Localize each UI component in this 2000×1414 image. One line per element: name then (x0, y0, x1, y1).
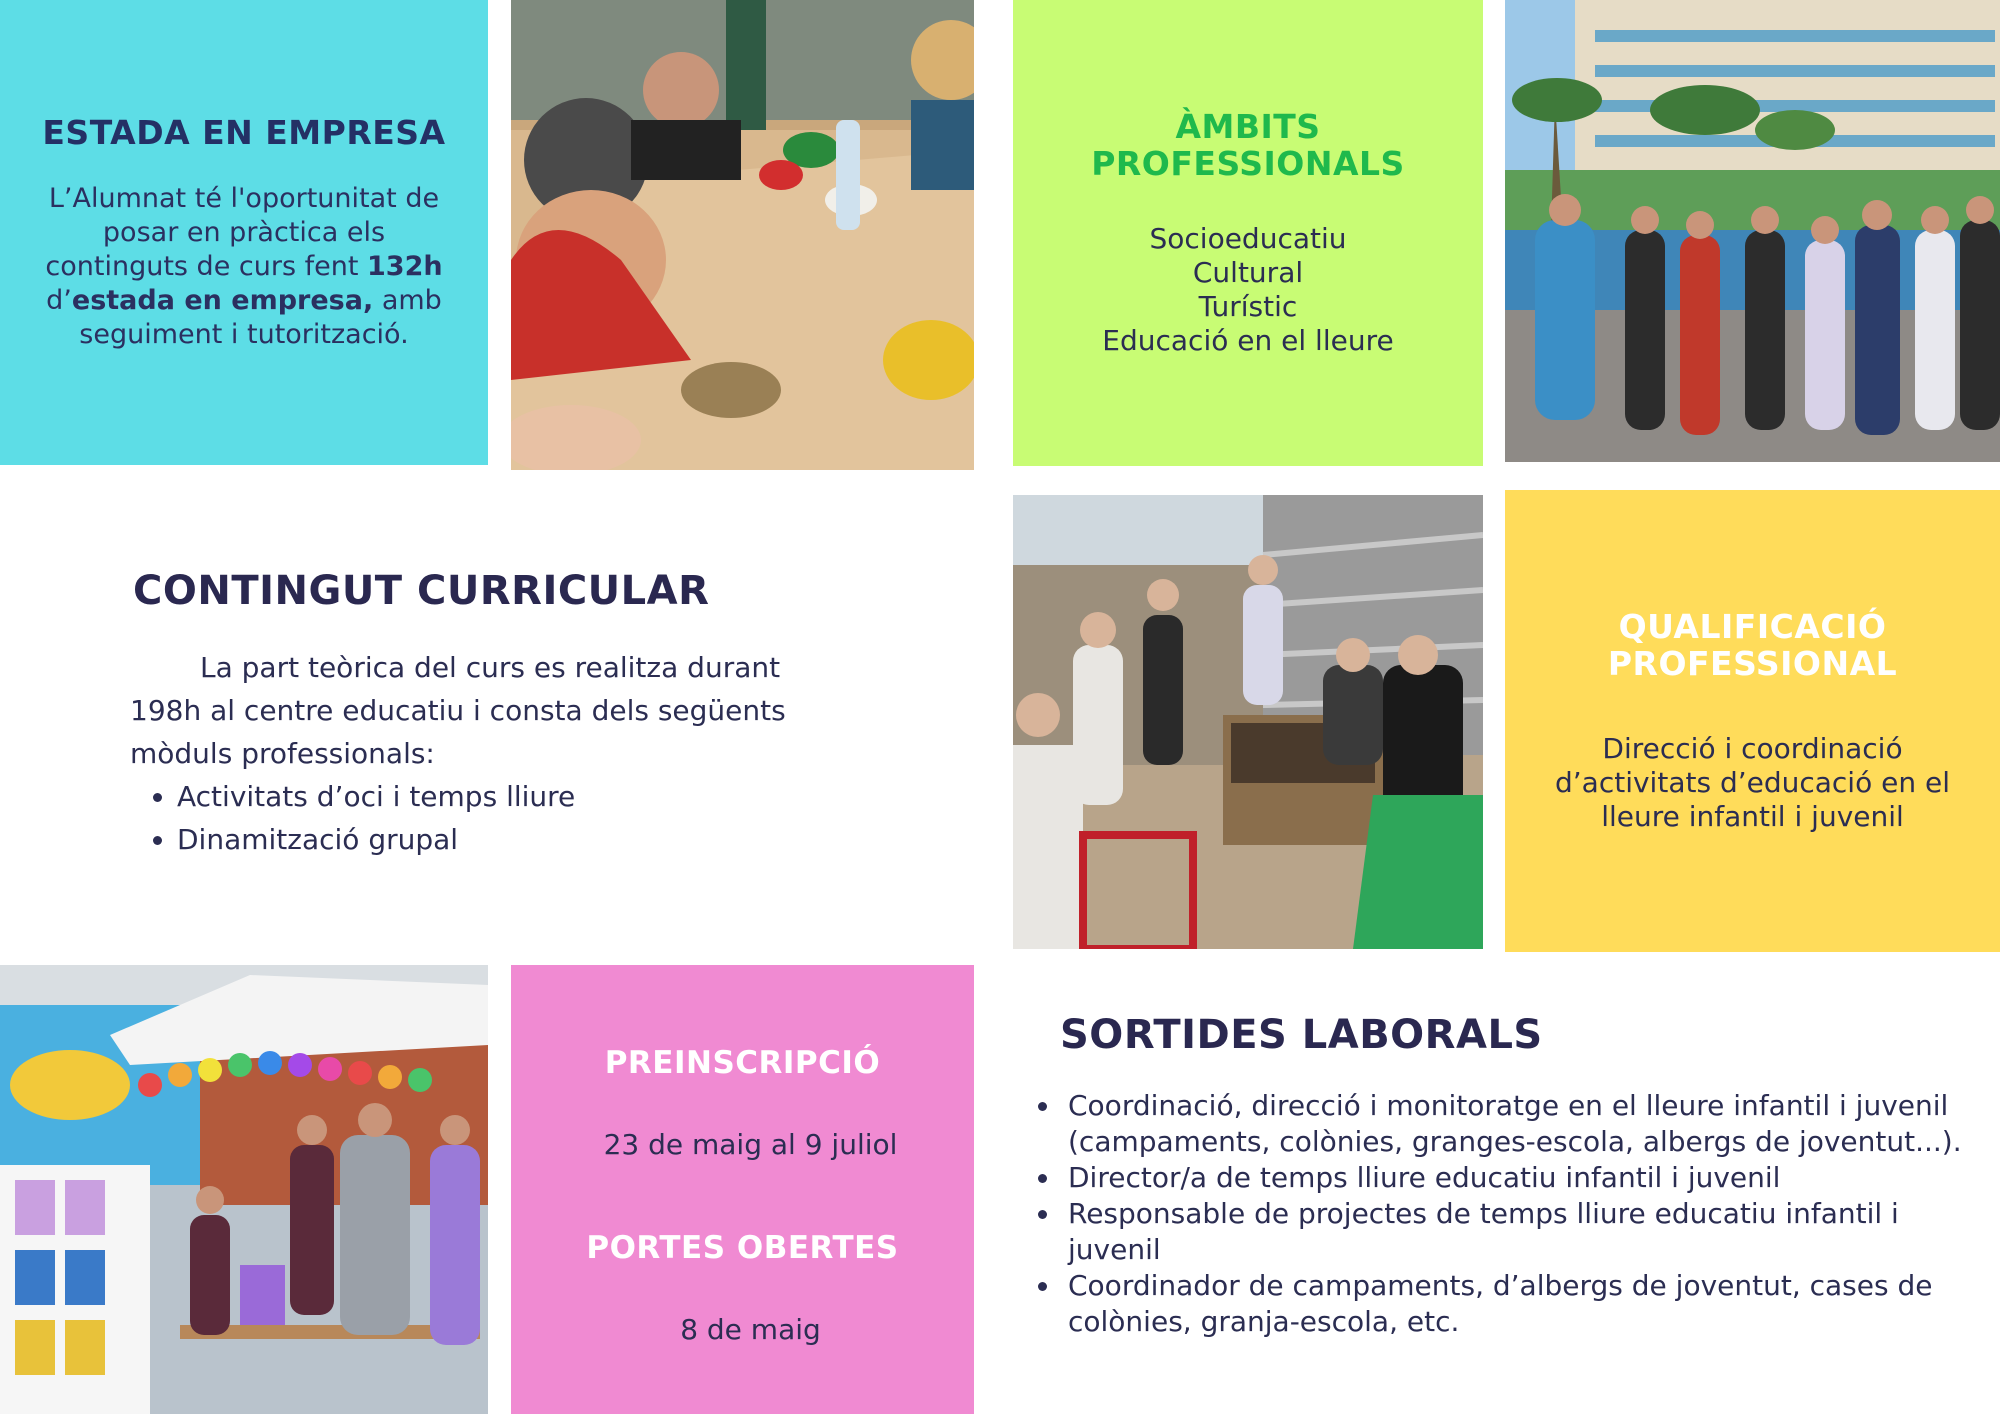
sortida-item: • Director/a de temps lliure educatiu infantil i juvenil (1062, 1160, 1990, 1196)
estada-line: d’estada en empresa, amb (46, 285, 442, 316)
ambit-item: Socioeducatiu (1149, 222, 1347, 255)
sortida-item: • Responsable de projectes de temps lliure educatiu infantil i juvenil (1062, 1196, 1990, 1268)
estada-tile (0, 0, 488, 465)
modules-list (130, 775, 830, 861)
ambits-title: ÀMBITS PROFESSIONALS (1091, 107, 1405, 183)
preinscripcio-title: PREINSCRIPCIÓ (604, 1045, 881, 1081)
estada-title: ESTADA EN EMPRESA (42, 113, 446, 152)
sortides-title: SORTIDES LABORALS (1060, 1012, 1543, 1058)
curricular-title: CONTINGUT CURRICULAR (133, 568, 710, 614)
estada-line: posar en pràctica els (102, 217, 386, 248)
portes-obertes-title: PORTES OBERTES (586, 1230, 899, 1266)
estada-text (45, 182, 442, 352)
qualificacio-tile (1505, 490, 2000, 952)
sortida-item: • Coordinació, direcció i monitoratge en el lleure infantil i juvenil (campaments, colònies, granges-escola, albergs de joventut...). (1062, 1088, 1990, 1160)
ambit-item: Educació en el lleure (1102, 324, 1394, 357)
curricular-intro: La part teòrica del curs es realitza durant 198h al centre educatiu i consta dels següents mòduls professionals: (130, 651, 786, 770)
ambit-item: Cultural (1192, 256, 1304, 289)
knitting-workshop-photo (511, 0, 974, 470)
preinscripcio-dates: 23 de maig al 9 juliol (603, 1128, 898, 1161)
sortida-item: • Coordinador de campaments, d’albergs de joventut, cases de colònies, granja-escola, etc. (1062, 1268, 1990, 1340)
curricular-section (130, 568, 830, 861)
preinscripcio-tile (511, 965, 974, 1414)
estada-line: seguiment i tutorització. (79, 319, 409, 350)
module-item: • Activitats d’oci i temps lliure (177, 775, 830, 818)
estada-highlight: estada en empresa, (71, 285, 374, 316)
ambits-tile (1013, 0, 1483, 466)
qualificacio-text: Direcció i coordinació d’activitats d’educació en el lleure infantil i juvenil (1555, 732, 1950, 833)
module-item: • Dinamització grupal (177, 818, 830, 861)
community-garden-photo (1013, 495, 1483, 949)
ambit-item: Turístic (1198, 290, 1298, 323)
estada-line: L’Alumnat té l'oportunitat de (48, 183, 440, 214)
portes-obertes-date: 8 de maig (680, 1313, 821, 1346)
school-fair-stand-photo (0, 965, 488, 1414)
hours-highlight: 132h (367, 251, 443, 282)
hotel-group-photo (1505, 0, 2000, 462)
qualificacio-title: QUALIFICACIÓ PROFESSIONAL (1607, 607, 1898, 683)
sortides-section (1030, 1012, 1990, 1340)
sortides-list (1030, 1088, 1990, 1340)
estada-line: continguts de curs fent 132h (45, 251, 443, 282)
